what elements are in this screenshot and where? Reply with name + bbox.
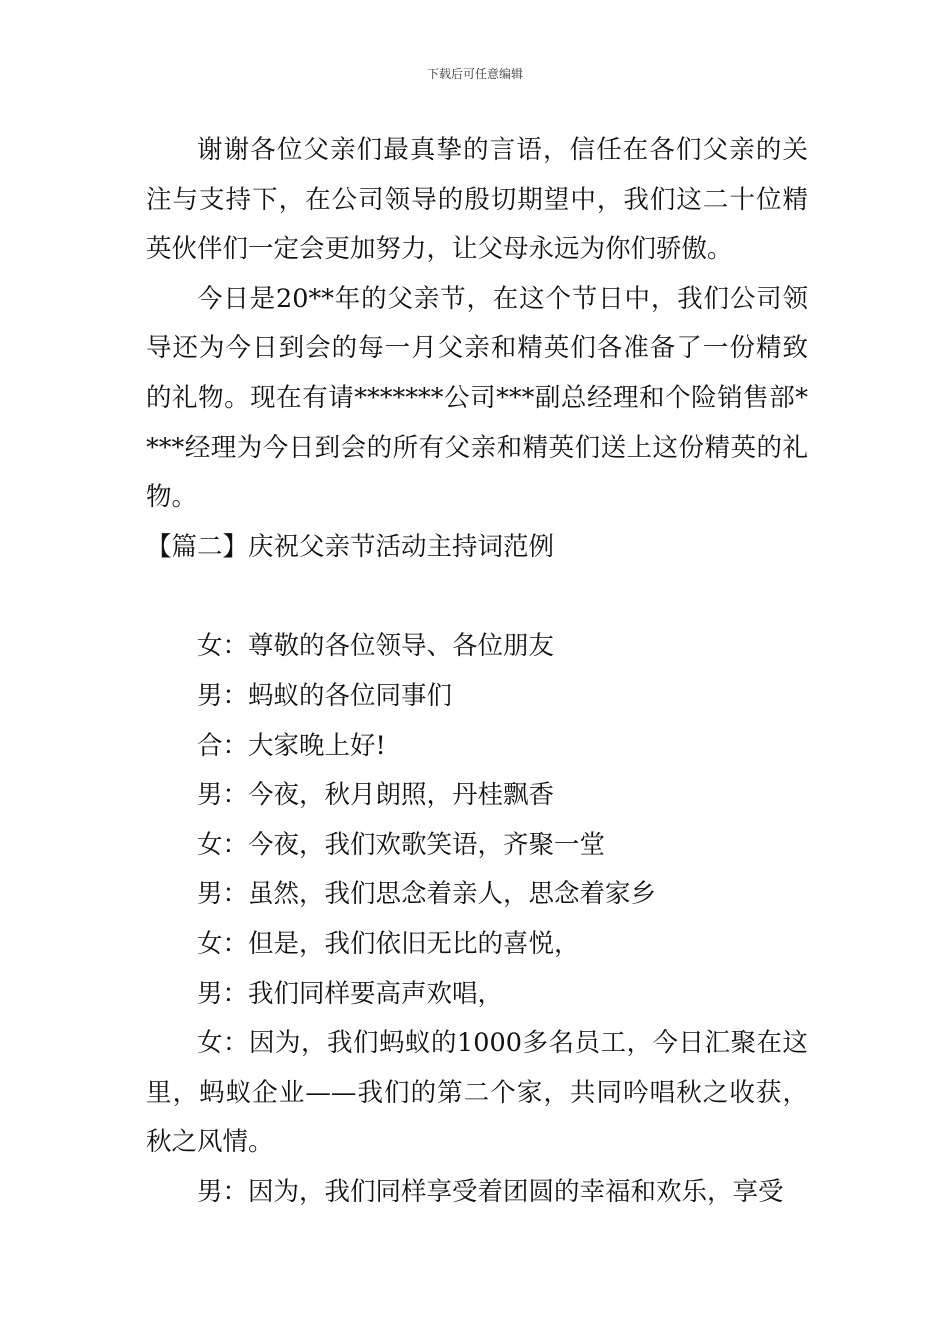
- dialogue-line: 男：因为，我们同样享受着团圆的幸福和欢乐，享受: [197, 1176, 784, 1207]
- dialogue-line: 女：尊敬的各位领导、各位朋友: [197, 631, 555, 662]
- paragraph: 谢谢各位父亲们最真挚的言语，信任在各们父亲的关注与支持下，在公司领导的殷切期望中，我们这二十位精英伙伴们一定会更加努力，让父母永远为你们骄傲。: [146, 135, 808, 265]
- paragraph: 今日是20**年的父亲节，在这个节日中，我们公司领导还为今日到会的每一月父亲和精英们各准备了一份精致的礼物。现在有请*******公司***副总经理和个险销售部****经理为今日到会的所有父亲和精英们送上这份精英的礼物。: [146, 283, 808, 513]
- page-header: 下载后可任意编辑: [426, 67, 523, 81]
- dialogue-line: 女：因为，我们蚂蚁的1000多名员工，今日汇聚在这里，蚂蚁企业——我们的第二个家，共同吟唱秋之收获，秋之风情。: [146, 1028, 808, 1158]
- dialogue-line: 男：蚂蚁的各位同事们: [197, 680, 453, 711]
- dialogue-line: 男：我们同样要高声欢唱，: [197, 978, 504, 1009]
- section-heading: 【篇二】庆祝父亲节活动主持词范例: [146, 531, 555, 562]
- dialogue-line: 合：大家晚上好!: [197, 730, 386, 761]
- dialogue-line: 女：今夜，我们欢歌笑语，齐聚一堂: [197, 829, 606, 860]
- document-body: [146, 126, 808, 1217]
- dialogue-line: 女：但是，我们依旧无比的喜悦，: [197, 928, 580, 959]
- dialogue-line: 男：今夜，秋月朗照，丹桂飘香: [197, 780, 555, 811]
- spacer: [146, 572, 808, 622]
- dialogue-line: 男：虽然，我们思念着亲人，思念着家乡: [197, 879, 657, 910]
